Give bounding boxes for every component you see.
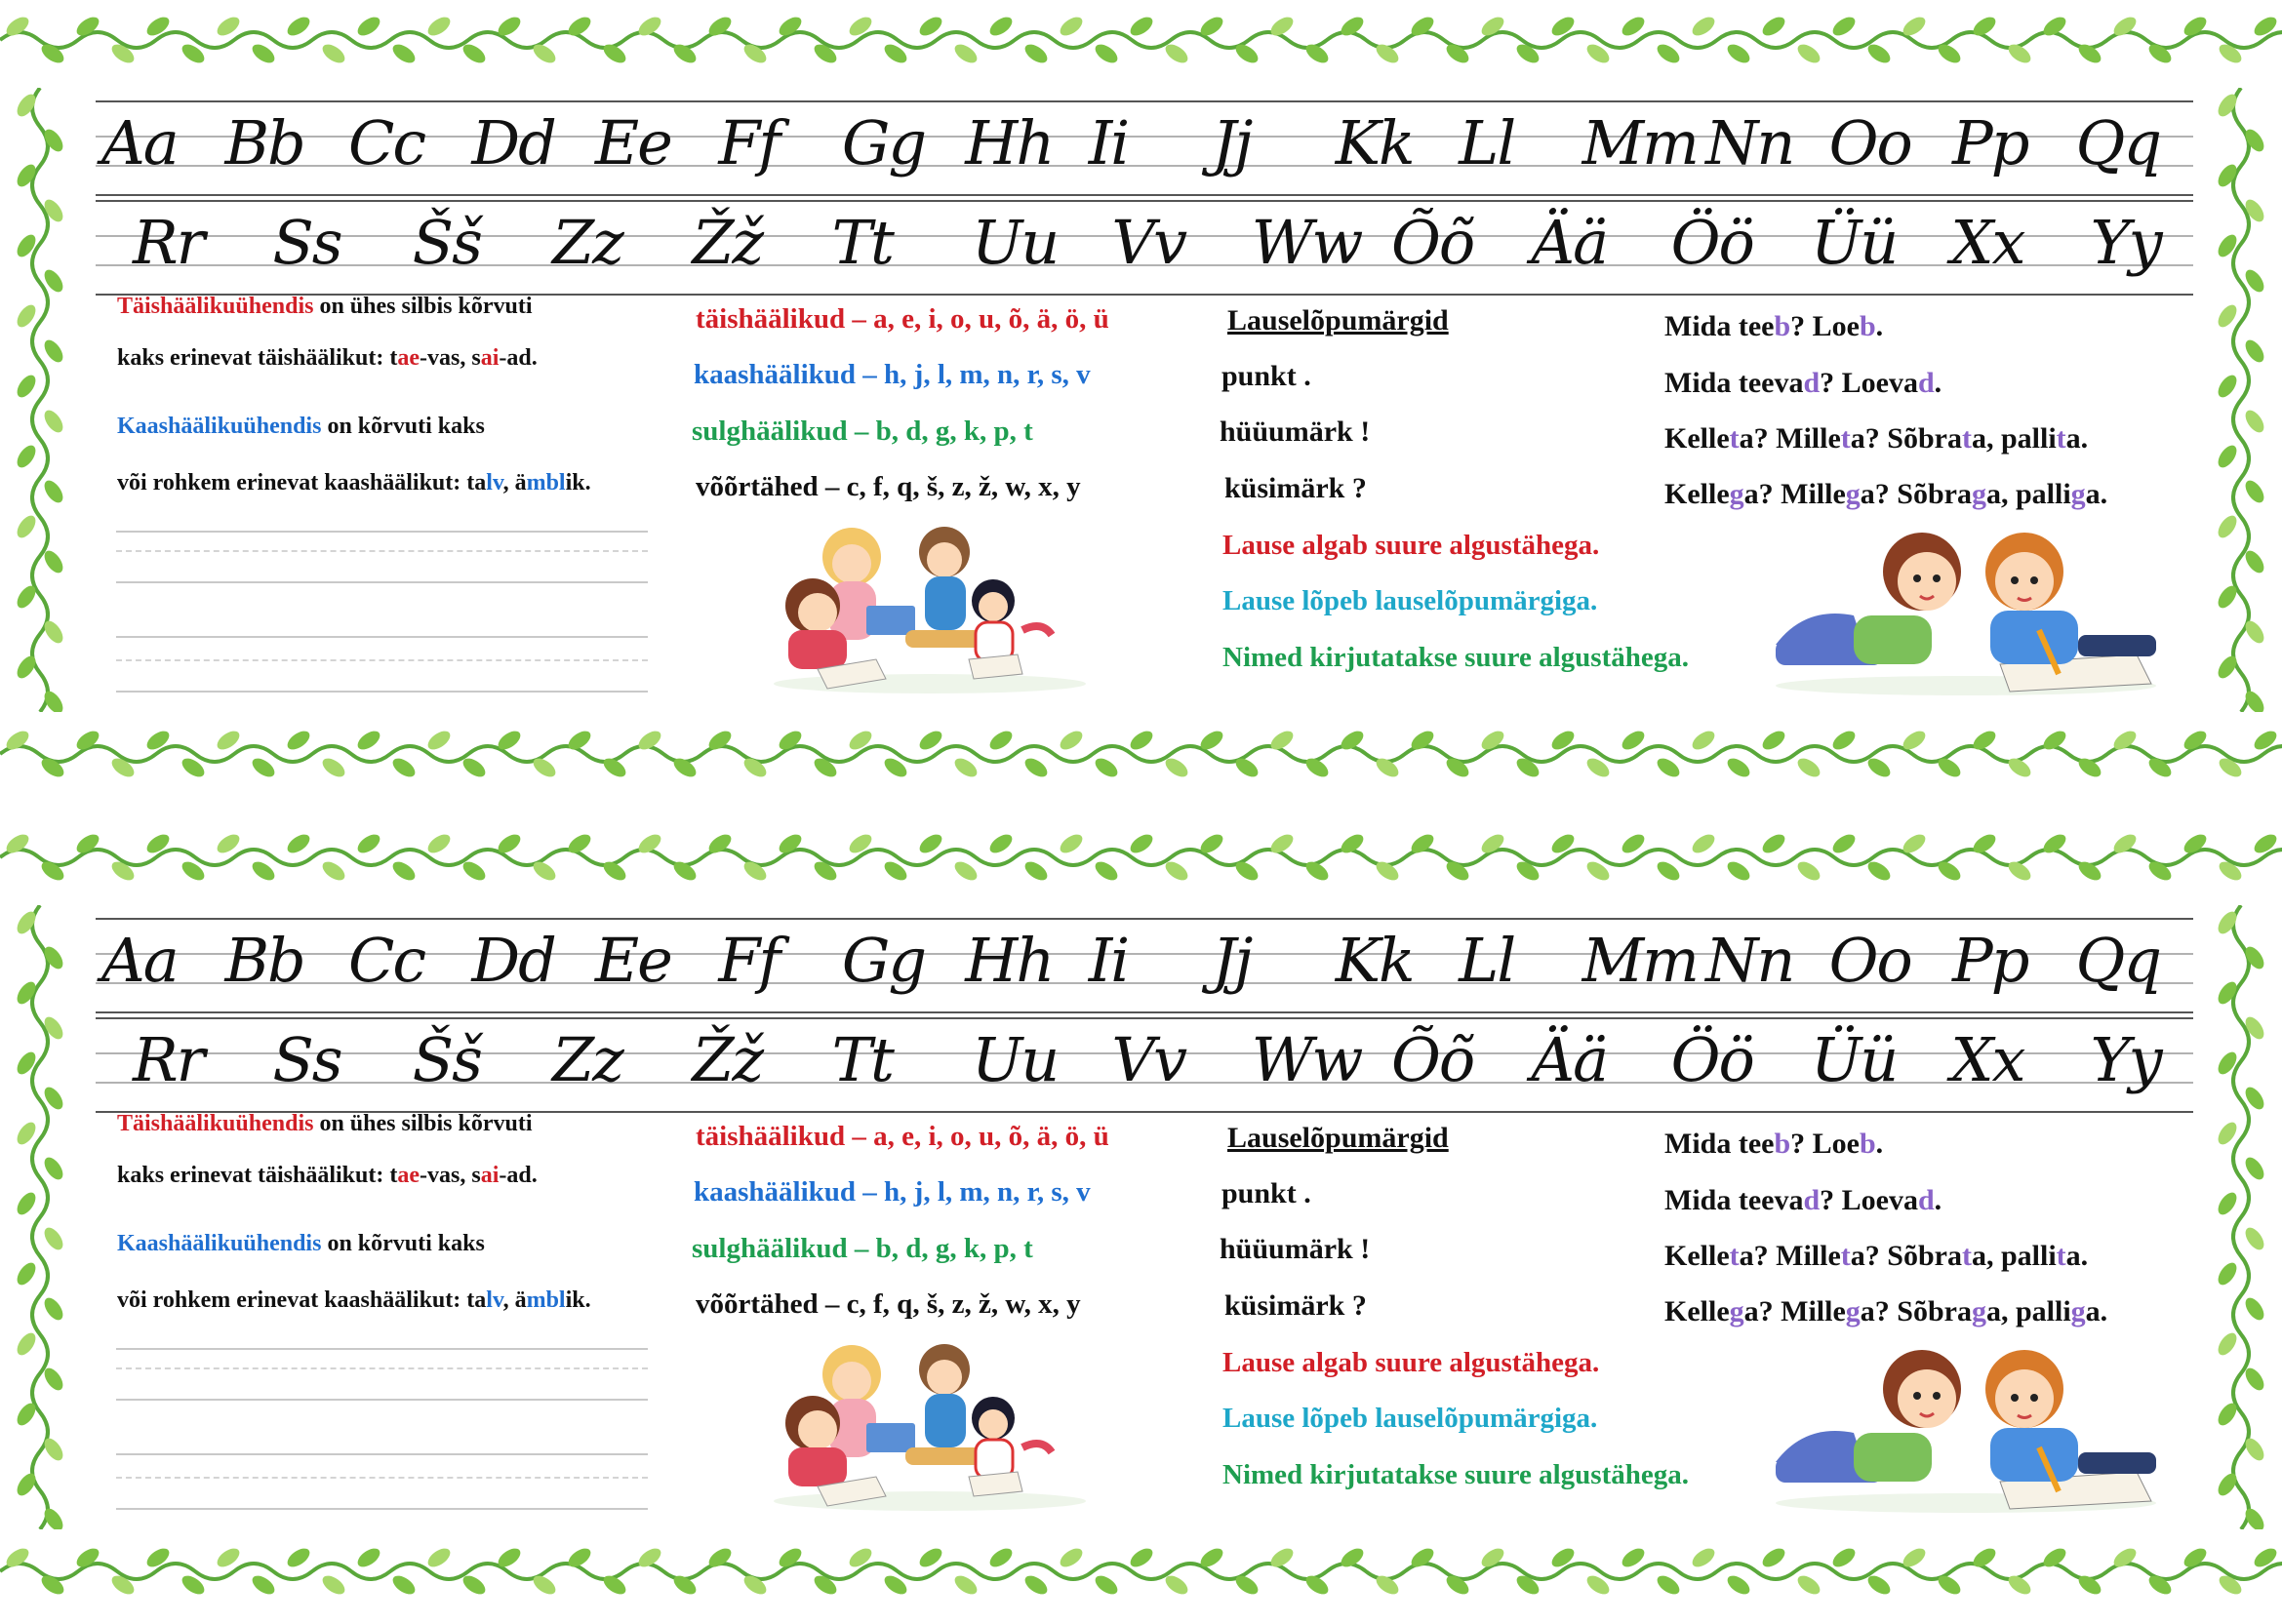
alphabet-letter: Ww	[1251, 1024, 1362, 1095]
alphabet-row-1	[96, 99, 2193, 197]
alphabet-letter: Vv	[1111, 1024, 1186, 1095]
alphabet-letter: Tt	[831, 1024, 893, 1095]
vine-border-left	[6, 905, 74, 1529]
alphabet-letter: Bb	[224, 925, 304, 996]
alphabet-letter: Gg	[841, 107, 926, 178]
alphabet-letter: Aa	[101, 107, 178, 178]
foreign-letters-list: võõrtähed – c, f, q, š, z, ž, w, x, y	[696, 471, 1081, 502]
alphabet-letter: Šš	[412, 207, 481, 278]
consonant-cluster-definition-line-2: või rohkem erinevat kaashäälikut: talv, ämblik.	[117, 470, 591, 495]
consonants-list: kaashäälikud – h, j, l, m, n, r, s, v	[694, 1176, 1091, 1208]
stop-consonants-list: sulghäälikud – b, d, g, k, p, t	[692, 416, 1033, 447]
punctuation-period: punkt .	[1221, 360, 1311, 392]
rule-sentence-start: Lause algab suure algustähega.	[1222, 530, 1600, 561]
alphabet-letter: Ll	[1459, 925, 1515, 996]
alphabet-letter: Üü	[1811, 1024, 1898, 1095]
question-line-2: Mida teevad? Loevad.	[1664, 1184, 1942, 1216]
question-line-1: Mida teeb? Loeb.	[1664, 1128, 1884, 1160]
alphabet-letter: Vv	[1111, 207, 1186, 278]
alphabet-letter: Ss	[272, 1024, 341, 1095]
rule-sentence-end: Lause lõpeb lauselõpumärgiga.	[1222, 1403, 1598, 1434]
bookmark-strip	[0, 0, 2282, 807]
alphabet-letter: Bb	[224, 107, 304, 178]
question-line-4: Kellega? Millega? Sõbraga, palliga.	[1664, 1295, 2108, 1327]
alphabet-letter: Hh	[965, 107, 1054, 178]
children-reading-illustration	[759, 513, 1101, 698]
alphabet-letter: Õõ	[1391, 1024, 1474, 1095]
alphabet-letter: Žž	[692, 207, 763, 278]
question-line-3: Kelleta? Milleta? Sõbrata, pallita.	[1664, 1240, 2089, 1272]
vine-border-left	[6, 88, 74, 712]
alphabet-letter: Xx	[1950, 1024, 2024, 1095]
alphabet-letter: Aa	[101, 925, 178, 996]
alphabet-letter: Ee	[594, 925, 671, 996]
punctuation-question: küsimärk ?	[1224, 472, 1367, 504]
alphabet-letter: Pp	[1952, 925, 2028, 996]
punctuation-period: punkt .	[1221, 1177, 1311, 1209]
alphabet-letter: Uu	[972, 1024, 1059, 1095]
content-panel	[96, 911, 2193, 1516]
alphabet-letter: Ll	[1459, 107, 1515, 178]
rule-names-capital: Nimed kirjutatakse suure algustähega.	[1222, 1459, 1689, 1490]
alphabet-row-2	[96, 199, 2193, 297]
vowel-cluster-definition-line-1: Täishäälikuühendis on ühes silbis kõrvuti	[117, 294, 533, 319]
children-writing-illustration	[1766, 1335, 2166, 1516]
alphabet-letter: Tt	[831, 207, 893, 278]
rule-names-capital: Nimed kirjutatakse suure algustähega.	[1222, 642, 1689, 673]
alphabet-letter: Pp	[1952, 107, 2028, 178]
alphabet-letter: Qq	[2075, 107, 2161, 178]
alphabet-letter: Gg	[841, 925, 926, 996]
vowels-list: täishäälikud – a, e, i, o, u, õ, ä, ö, ü	[696, 303, 1109, 335]
alphabet-letter: Oo	[1828, 925, 1911, 996]
alphabet-letter: Ää	[1531, 1024, 1608, 1095]
alphabet-letter: Ää	[1531, 207, 1608, 278]
bookmark-strip	[0, 817, 2282, 1624]
vowel-cluster-definition-line-1: Täishäälikuühendis on ühes silbis kõrvuti	[117, 1111, 533, 1136]
alphabet-letter: Ii	[1088, 925, 1129, 996]
alphabet-letter: Mm	[1581, 107, 1698, 178]
alphabet-letter: Cc	[347, 107, 425, 178]
alphabet-letter: Üü	[1811, 207, 1898, 278]
question-line-2: Mida teevad? Loevad.	[1664, 367, 1942, 399]
alphabet-letter: Šš	[412, 1024, 481, 1095]
alphabet-letter: Yy	[2090, 207, 2161, 278]
alphabet-letter: Jj	[1212, 107, 1252, 178]
consonant-cluster-definition-line-2: või rohkem erinevat kaashäälikut: talv, ämblik.	[117, 1287, 591, 1313]
alphabet-letter: Ss	[272, 207, 341, 278]
content-panel	[96, 94, 2193, 698]
alphabet-letter: Mm	[1581, 925, 1698, 996]
alphabet-letter: Ii	[1088, 107, 1129, 178]
alphabet-letter: Dd	[471, 107, 555, 178]
alphabet-letter: Yy	[2090, 1024, 2161, 1095]
alphabet-letter: Ee	[594, 107, 671, 178]
question-line-3: Kelleta? Milleta? Sõbrata, pallita.	[1664, 422, 2089, 455]
rule-sentence-end: Lause lõpeb lauselõpumärgiga.	[1222, 585, 1598, 616]
punctuation-exclamation: hüüumärk !	[1220, 1233, 1371, 1265]
alphabet-letter: Kk	[1335, 107, 1414, 178]
alphabet-letter: Ff	[718, 925, 780, 996]
alphabet-letter: Zz	[552, 207, 622, 278]
alphabet-row-2	[96, 1016, 2193, 1114]
vine-border-top	[0, 6, 2282, 74]
consonant-cluster-definition-line-1: Kaashäälikuühendis on kõrvuti kaks	[117, 1231, 485, 1256]
vowels-list: täishäälikud – a, e, i, o, u, õ, ä, ö, ü	[696, 1121, 1109, 1152]
stop-consonants-list: sulghäälikud – b, d, g, k, p, t	[692, 1233, 1033, 1264]
alphabet-letter: Qq	[2075, 925, 2161, 996]
rule-sentence-start: Lause algab suure algustähega.	[1222, 1347, 1600, 1378]
alphabet-letter: Žž	[692, 1024, 763, 1095]
alphabet-letter: Nn	[1705, 107, 1794, 178]
punctuation-question: küsimärk ?	[1224, 1289, 1367, 1322]
alphabet-letter: Cc	[347, 925, 425, 996]
vowel-cluster-definition-line-2: kaks erinevat täishäälikut: tae-vas, sai-ad.	[117, 1163, 538, 1188]
alphabet-letter: Oo	[1828, 107, 1911, 178]
children-reading-illustration	[759, 1330, 1101, 1516]
alphabet-letter: Rr	[133, 1024, 204, 1095]
foreign-letters-list: võõrtähed – c, f, q, š, z, ž, w, x, y	[696, 1288, 1081, 1320]
vine-border-top	[0, 823, 2282, 891]
alphabet-letter: Jj	[1212, 925, 1252, 996]
punctuation-heading: Lauselõpumärgid	[1227, 1122, 1449, 1154]
question-line-1: Mida teeb? Loeb.	[1664, 310, 1884, 342]
alphabet-row-1	[96, 917, 2193, 1014]
alphabet-letter: Dd	[471, 925, 555, 996]
alphabet-letter: Õõ	[1391, 207, 1474, 278]
alphabet-letter: Hh	[965, 925, 1054, 996]
consonant-cluster-definition-line-1: Kaashäälikuühendis on kõrvuti kaks	[117, 414, 485, 439]
punctuation-exclamation: hüüumärk !	[1220, 416, 1371, 448]
alphabet-letter: Nn	[1705, 925, 1794, 996]
vine-border-bottom	[0, 720, 2282, 788]
alphabet-letter: Ff	[718, 107, 780, 178]
alphabet-letter: Zz	[552, 1024, 622, 1095]
alphabet-letter: Kk	[1335, 925, 1414, 996]
alphabet-letter: Rr	[133, 207, 204, 278]
vowel-cluster-definition-line-2: kaks erinevat täishäälikut: tae-vas, sai-ad.	[117, 345, 538, 371]
alphabet-letter: Xx	[1950, 207, 2024, 278]
alphabet-letter: Uu	[972, 207, 1059, 278]
vine-border-right	[2207, 88, 2275, 712]
vine-border-bottom	[0, 1537, 2282, 1605]
alphabet-letter: Ww	[1251, 207, 1362, 278]
children-writing-illustration	[1766, 518, 2166, 698]
consonants-list: kaashäälikud – h, j, l, m, n, r, s, v	[694, 359, 1091, 390]
alphabet-letter: Öö	[1670, 1024, 1753, 1095]
alphabet-letter: Öö	[1670, 207, 1753, 278]
punctuation-heading: Lauselõpumärgid	[1227, 304, 1449, 337]
vine-border-right	[2207, 905, 2275, 1529]
question-line-4: Kellega? Millega? Sõbraga, palliga.	[1664, 478, 2108, 510]
